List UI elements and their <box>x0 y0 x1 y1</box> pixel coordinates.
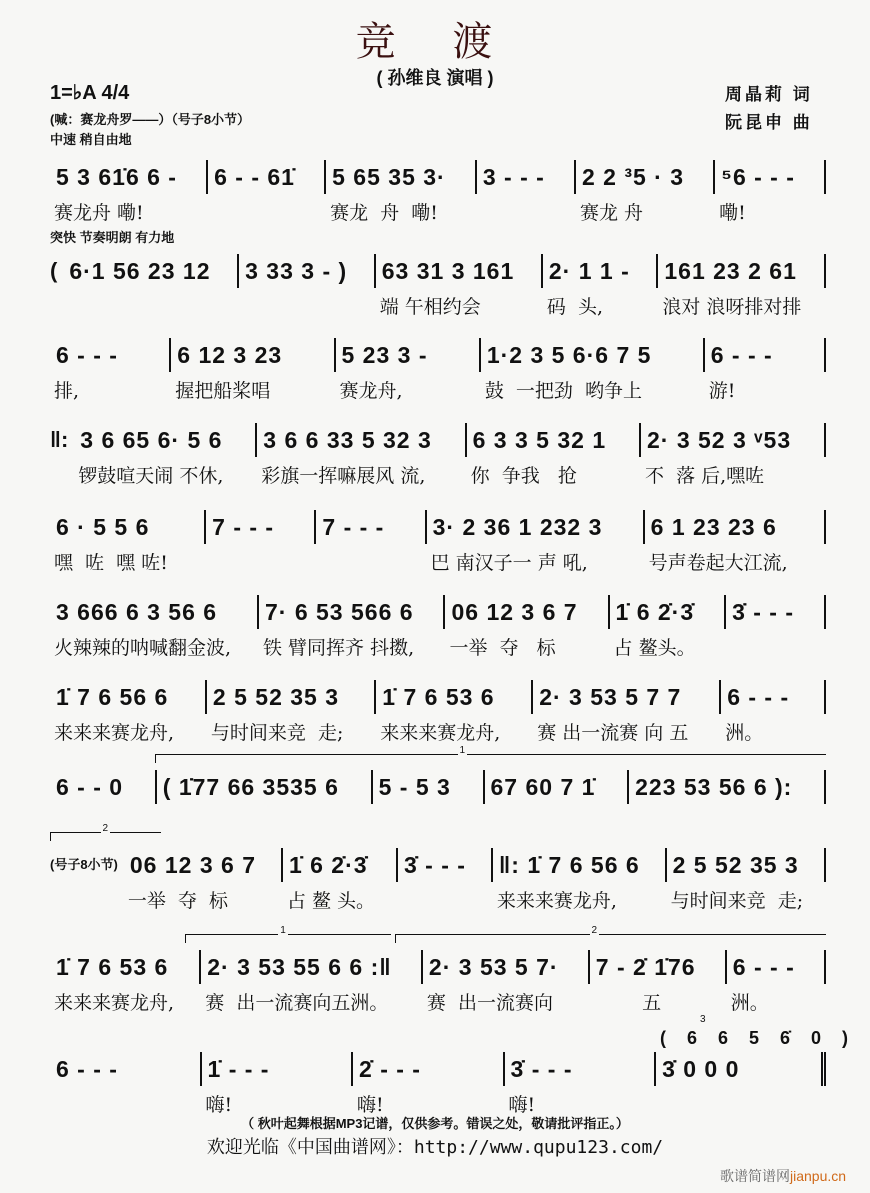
measure-lyrics: 赛龙 舟 <box>579 202 643 224</box>
measure <box>533 680 721 744</box>
measure <box>427 510 645 574</box>
staff-system <box>50 510 826 574</box>
measure-lyrics: 洲。 <box>725 722 764 744</box>
measure <box>124 848 283 912</box>
measure-lyrics: 占 鳌头。 <box>613 637 696 659</box>
shout-note: (喊：赛龙舟罗——）（号子8小节） <box>50 112 251 127</box>
staff-system <box>50 745 826 834</box>
measure-lyrics <box>206 552 316 574</box>
notes-row <box>50 254 826 318</box>
measure <box>336 338 481 402</box>
measure-notes: 6 - - - <box>705 338 826 372</box>
measure-notes: 6 3 3 5 32 1 <box>467 423 641 457</box>
measure-notes: ( 1̇77 66 3535 6 <box>157 770 373 804</box>
measure-notes: 3̇ 0 0 0 <box>656 1052 826 1086</box>
measure-notes: 7· 6 53 566 6 <box>259 595 446 629</box>
measure <box>316 510 426 574</box>
measure <box>656 1052 826 1116</box>
staff-system <box>50 338 826 402</box>
tempo-marking-2: 突快 节奏明朗 有力地 <box>50 230 175 245</box>
measure-lyrics: 赛龙舟, <box>339 380 403 402</box>
measure-notes: ‖: 1̇ 7 6 56 6 <box>493 848 667 882</box>
measure <box>721 680 826 744</box>
measure <box>727 950 826 1014</box>
measure-notes: 5 65 35 3· <box>326 160 477 194</box>
measure <box>373 770 485 834</box>
measure <box>207 680 376 744</box>
measure-notes: 6 · 5 5 6 <box>50 510 206 544</box>
measure <box>445 595 609 659</box>
measure-lyrics: 与时间来竞 走; <box>210 722 344 744</box>
measure-notes: 3 6 65 6· 5 6 <box>74 423 257 457</box>
measure-lyrics: 与时间来竞 走; <box>670 890 804 912</box>
lyricist-credit: 周晶莉 词 <box>725 85 813 104</box>
measure-notes: 2 2 ³5 · 3 <box>576 160 715 194</box>
tempo-marking: 中速 稍自由地 <box>50 132 132 147</box>
volta-label: 2 <box>102 823 109 834</box>
measure-notes: 1̇ 7 6 56 6 <box>50 680 207 714</box>
measure-notes: 7 - - - <box>206 510 316 544</box>
site-welcome: 欢迎光临《中国曲谱网》：http://www.qupu123.com/ <box>206 1137 664 1158</box>
measure <box>505 1052 657 1116</box>
measure-notes: 6 - - - <box>50 1052 202 1086</box>
volta-bracket <box>185 925 391 943</box>
notes-row <box>50 338 826 402</box>
measure-notes: 1̇ 7 6 53 6 <box>50 950 201 984</box>
measure <box>257 423 466 487</box>
system-prefix: ‖: <box>50 427 69 452</box>
measure-lyrics <box>63 296 239 318</box>
notes-row <box>50 770 826 834</box>
measure-notes: 63 31 3 161 <box>376 254 543 288</box>
measure-notes: 6 - - - <box>727 950 826 984</box>
measure <box>239 254 376 318</box>
measure-lyrics: 赛 出一流赛 向 五 <box>537 722 689 744</box>
measure <box>376 254 543 318</box>
notes-row <box>50 423 826 487</box>
measure <box>326 160 477 224</box>
measure-lyrics: 不 落 后,嘿咗 <box>644 465 765 487</box>
system-prefix: (号子8小节) <box>50 857 118 872</box>
measure <box>63 254 239 318</box>
measure-notes: 1̇ 7 6 53 6 <box>376 680 533 714</box>
measure <box>50 338 171 402</box>
measure <box>715 160 826 224</box>
measure-notes: 3̇ - - - <box>726 595 826 629</box>
measure-notes: 06 12 3 6 7 <box>124 848 283 882</box>
measure <box>590 950 727 1014</box>
measure <box>171 338 335 402</box>
measure-lyrics <box>208 202 326 224</box>
measure <box>157 770 373 834</box>
measure-lyrics: 浪对 浪呀排对排 <box>662 296 802 318</box>
volta-bracket <box>50 823 161 841</box>
measure-notes: 6 - - 0 <box>50 770 157 804</box>
measure-notes: 2· 3 53 5 7· <box>423 950 590 984</box>
measure-notes: 3· 2 36 1 232 3 <box>427 510 645 544</box>
system-prefix: ( <box>50 258 58 283</box>
measure-lyrics: 来来来赛龙舟, <box>54 992 175 1014</box>
measure-notes: 2· 3 53 5 7 7 <box>533 680 721 714</box>
measure <box>477 160 576 224</box>
measure <box>543 254 658 318</box>
composer-credit: 阮昆申 曲 <box>725 113 813 132</box>
measure-notes: 67 60 7 1̇ <box>485 770 630 804</box>
volta-bracket <box>155 745 826 763</box>
measure <box>629 770 826 834</box>
notes-row <box>50 1052 826 1116</box>
measure-lyrics: 嗨! <box>508 1094 536 1116</box>
measure-notes: 7 - 2̇ 1̇76 <box>590 950 727 984</box>
measure-lyrics: 排, <box>54 380 80 402</box>
measure-lyrics: 五 <box>593 992 662 1014</box>
measure <box>645 510 826 574</box>
measure <box>726 595 826 659</box>
measure-notes: 2̇ - - - <box>353 1052 505 1086</box>
measure <box>481 338 705 402</box>
measure-notes: 6 1 23 23 6 <box>645 510 826 544</box>
measure-lyrics <box>477 202 576 224</box>
measure-notes: 3 6 6 33 5 32 3 <box>257 423 466 457</box>
measure-notes: 1̇ - - - <box>202 1052 354 1086</box>
notes-row <box>50 950 826 1014</box>
measure <box>208 160 326 224</box>
measure <box>641 423 826 487</box>
measure-lyrics: 嗨! <box>357 1094 384 1116</box>
measure-lyrics: 嘿 咗 嘿 咗! <box>54 552 168 574</box>
measure-notes: 7 - - - <box>316 510 426 544</box>
volta-bracket <box>395 925 826 943</box>
measure-notes: 2 5 52 35 3 <box>667 848 826 882</box>
measure-lyrics: 端 午相约会 <box>379 296 481 318</box>
measure-lyrics: 洲。 <box>730 992 769 1014</box>
measure-notes: 3̇ - - - <box>505 1052 657 1086</box>
measure-lyrics: 火辣辣的呐喊翻金波, <box>54 637 232 659</box>
measure-lyrics <box>485 812 630 834</box>
measure-lyrics: 握把船桨唱 <box>175 380 271 402</box>
measure-lyrics: 嗨! <box>205 1094 233 1116</box>
measure-lyrics: 铁 臂同挥齐 抖擞, <box>262 637 415 659</box>
measure <box>50 680 207 744</box>
measure-notes: 5 23 3 - <box>336 338 481 372</box>
measure <box>201 950 423 1014</box>
measure-notes: 1̇ 6 2̇·3̇ <box>283 848 398 882</box>
measure-notes: 06 12 3 6 7 <box>445 595 609 629</box>
measure-notes: 2· 1 1 - <box>543 254 658 288</box>
measure <box>610 595 727 659</box>
measure <box>50 595 259 659</box>
measure <box>283 848 398 912</box>
measure <box>667 848 826 912</box>
measure <box>658 254 826 318</box>
measure <box>259 595 446 659</box>
measure-lyrics: 锣鼓喧天闹 不休, <box>78 465 224 487</box>
measure-notes: 2· 3 53 55 6 6 :‖ <box>201 950 423 984</box>
measure-lyrics: 鼓 一把劲 哟争上 <box>484 380 642 402</box>
watermark <box>720 1166 846 1186</box>
measure <box>50 950 201 1014</box>
measure-lyrics: 赛龙舟 嘞! <box>54 202 144 224</box>
measure-lyrics <box>239 296 376 318</box>
measure <box>423 950 590 1014</box>
measure-notes: 1̇ 6 2̇·3̇ <box>610 595 727 629</box>
measure-lyrics: 码 头, <box>546 296 604 318</box>
staff-system <box>50 423 826 487</box>
measure-notes: 3 - - - <box>477 160 576 194</box>
measure <box>206 510 316 574</box>
measure <box>493 848 667 912</box>
measure-lyrics: 一举 夺 标 <box>449 637 556 659</box>
measure-lyrics <box>629 812 826 834</box>
staff-system <box>50 595 826 659</box>
measure <box>376 680 533 744</box>
measure-lyrics <box>316 552 426 574</box>
measure-lyrics <box>398 890 493 912</box>
measure <box>485 770 630 834</box>
measure-lyrics: 占 鳌 头。 <box>286 890 376 912</box>
measure-lyrics <box>157 812 373 834</box>
measure-lyrics: 赛 出一流赛向 <box>426 992 554 1014</box>
key-signature: 1=♭A 4/4 <box>50 82 130 104</box>
measure <box>74 423 257 487</box>
measure <box>353 1052 505 1116</box>
measure-notes: 6 12 3 23 <box>171 338 335 372</box>
measure-lyrics: 来来来赛龙舟, <box>54 722 175 744</box>
song-title: 竞 渡 <box>355 19 515 65</box>
measure-notes: 3 33 3 - ) <box>239 254 376 288</box>
measure-lyrics: 你 争我 抢 <box>470 465 577 487</box>
measure-lyrics: 彩旗一挥嘛展风 流, <box>261 465 426 487</box>
triplet-mark: 3 <box>700 1014 706 1025</box>
watermark-en: jianpu.cn <box>790 1168 847 1184</box>
staff-system <box>50 680 826 744</box>
measure <box>50 510 206 574</box>
volta-label: 2 <box>591 925 598 936</box>
staff-system <box>50 160 826 224</box>
singer-credit: ( 孙维良 演唱 ) <box>376 68 494 88</box>
measure <box>50 1052 202 1116</box>
measure-notes: 5 - 5 3 <box>373 770 485 804</box>
measure <box>467 423 641 487</box>
notes-row <box>50 680 826 744</box>
measure-lyrics: 游! <box>708 380 736 402</box>
measure-lyrics: 来来来赛龙舟, <box>496 890 617 912</box>
ending-grace-notes: ( 6 6 5 6̇ 0 ) <box>660 1028 857 1048</box>
measure-lyrics: 巴 南汉子一 声 吼, <box>430 552 588 574</box>
notes-row <box>50 848 826 912</box>
measure-notes: 2 5 52 35 3 <box>207 680 376 714</box>
measure-notes: 6 - - - <box>721 680 826 714</box>
measure <box>705 338 826 402</box>
transcriber-note: （ 秋叶起舞根据MP3记谱，仅供参考。错误之处，敬请批评指正。） <box>241 1116 629 1131</box>
watermark-cn: 歌谱简谱网 <box>720 1168 790 1184</box>
measure-notes: 223 53 56 6 ): <box>629 770 826 804</box>
measure-notes: 6·1 56 23 12 <box>63 254 239 288</box>
measure-notes: 6 - - 61̇ <box>208 160 326 194</box>
measure-notes: 5 3 61̇6 6 - <box>50 160 208 194</box>
volta-label: 1 <box>459 745 466 756</box>
staff-system <box>50 823 826 912</box>
staff-system <box>50 925 826 1014</box>
measure-notes: 1·2 3 5 6·6 7 5 <box>481 338 705 372</box>
measure-notes: 2· 3 52 3 ᵛ53 <box>641 423 826 457</box>
measure-lyrics: 来来来赛龙舟, <box>380 722 501 744</box>
measure-lyrics: 赛龙 舟 嘞! <box>330 202 438 224</box>
measure-lyrics: 一举 夺 标 <box>127 890 229 912</box>
measure <box>202 1052 354 1116</box>
volta-label: 1 <box>280 925 286 936</box>
notes-row <box>50 510 826 574</box>
measure-notes: 3̇ - - - <box>398 848 493 882</box>
staff-system <box>50 1052 826 1116</box>
measure-lyrics: 嘞! <box>719 202 746 224</box>
measure-lyrics: 赛 出一流赛向五洲。 <box>205 992 389 1014</box>
measure <box>50 160 208 224</box>
measure <box>398 848 493 912</box>
notes-row <box>50 160 826 224</box>
measure-notes: 3 666 6 3 56 6 <box>50 595 259 629</box>
measure-lyrics <box>373 812 485 834</box>
measure-lyrics <box>726 637 826 659</box>
measure-lyrics: 号声卷起大江流, <box>648 552 788 574</box>
notes-row <box>50 595 826 659</box>
measure-notes: ⁵6 - - - <box>715 160 826 194</box>
measure <box>576 160 715 224</box>
measure-notes: 6 - - - <box>50 338 171 372</box>
measure-notes: 161 23 2 61 <box>658 254 826 288</box>
staff-system <box>50 254 826 318</box>
